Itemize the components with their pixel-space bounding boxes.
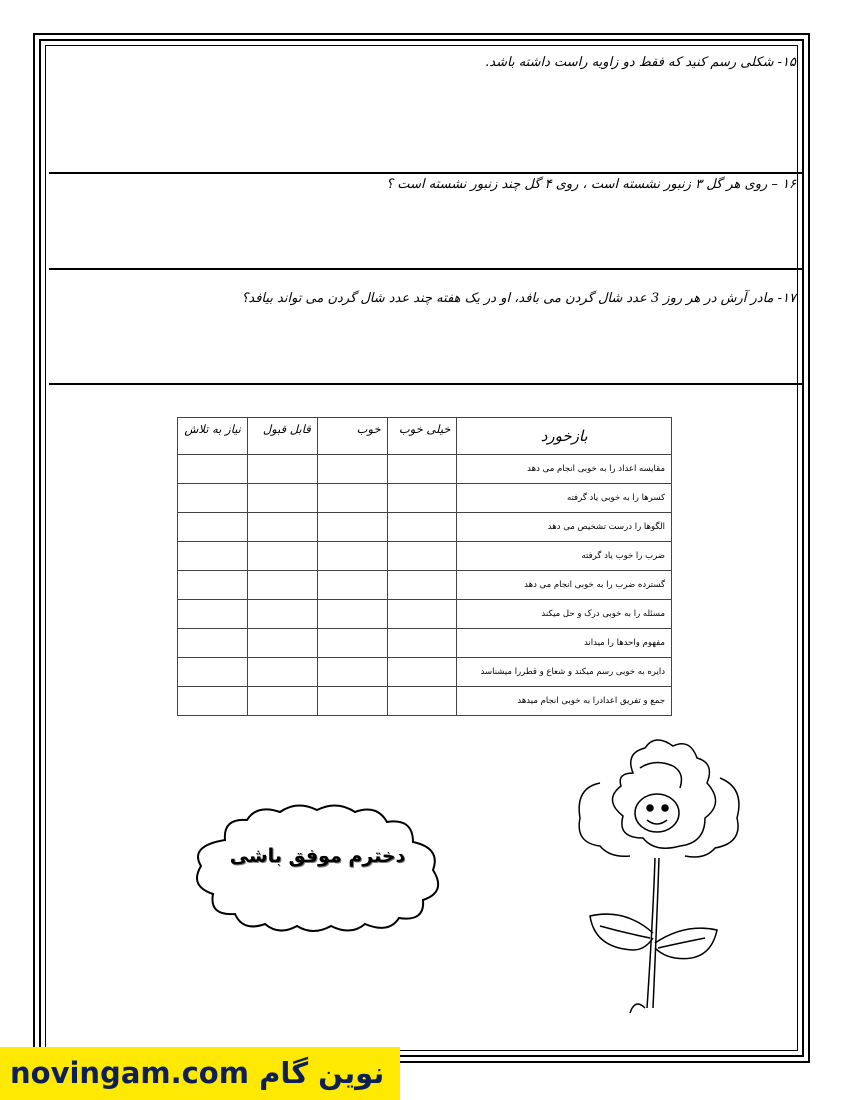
evaluation-body bbox=[178, 455, 672, 716]
grade-cell bbox=[317, 600, 387, 629]
grade-cell bbox=[247, 484, 317, 513]
evaluation-row bbox=[178, 629, 672, 658]
grade-cell bbox=[317, 513, 387, 542]
divider bbox=[49, 268, 804, 270]
grade-cell bbox=[247, 571, 317, 600]
grade-cell bbox=[317, 658, 387, 687]
grade-cell bbox=[387, 542, 457, 571]
grade-cell bbox=[247, 600, 317, 629]
evaluation-criterion: مقایسه اعداد را به خوبی انجام می دهد bbox=[457, 455, 672, 484]
grade-cell bbox=[387, 629, 457, 658]
evaluation-criterion: کسرها را به خوبی یاد گرفته bbox=[457, 484, 672, 513]
grade-cell bbox=[247, 542, 317, 571]
grade-cell bbox=[317, 455, 387, 484]
watermark-text: novingam.com نوین گام bbox=[10, 1056, 385, 1090]
divider bbox=[49, 172, 804, 174]
grade-cell bbox=[178, 513, 248, 542]
grade-cell bbox=[387, 513, 457, 542]
grade-cell bbox=[387, 600, 457, 629]
grade-cell bbox=[178, 455, 248, 484]
grade-cell bbox=[247, 513, 317, 542]
header-feedback: بازخورد bbox=[457, 418, 672, 455]
evaluation-row bbox=[178, 455, 672, 484]
evaluation-criterion: مفهوم واحدها را میداند bbox=[457, 629, 672, 658]
header-needs-effort: نیاز به تلاش bbox=[178, 418, 248, 455]
evaluation-criterion: مسئله را به خوبی درک و حل میکند bbox=[457, 600, 672, 629]
evaluation-row bbox=[178, 571, 672, 600]
grade-cell bbox=[317, 542, 387, 571]
grade-cell bbox=[178, 687, 248, 716]
evaluation-row bbox=[178, 600, 672, 629]
grade-cell bbox=[387, 571, 457, 600]
header-acceptable: قابل قبول bbox=[247, 418, 317, 455]
grade-cell bbox=[178, 658, 248, 687]
grade-cell bbox=[247, 455, 317, 484]
cloud-shape bbox=[185, 800, 450, 935]
evaluation-row bbox=[178, 542, 672, 571]
evaluation-row bbox=[178, 513, 672, 542]
grade-cell bbox=[317, 484, 387, 513]
evaluation-header-row bbox=[178, 418, 672, 455]
evaluation-criterion: جمع و تفریق اعدادرا به خوبی انجام میدهد bbox=[457, 687, 672, 716]
grade-cell bbox=[178, 542, 248, 571]
grade-cell bbox=[247, 658, 317, 687]
evaluation-row bbox=[178, 484, 672, 513]
encouragement-text: دخترم موفق باشی bbox=[229, 845, 406, 867]
grade-cell bbox=[387, 687, 457, 716]
grade-cell bbox=[178, 600, 248, 629]
grade-cell bbox=[178, 484, 248, 513]
grade-cell bbox=[247, 629, 317, 658]
header-good: خوب bbox=[317, 418, 387, 455]
evaluation-criterion: ضرب را خوب یاد گرفته bbox=[457, 542, 672, 571]
grade-cell bbox=[317, 629, 387, 658]
grade-cell bbox=[317, 571, 387, 600]
evaluation-criterion: گسترده ضرب را به خوبی انجام می دهد bbox=[457, 571, 672, 600]
grade-cell bbox=[387, 658, 457, 687]
grade-cell bbox=[178, 571, 248, 600]
question-17: ۱۷- مادر آرش در هر روز 3 عدد شال گردن می بافد، او در یک هفته چند عدد شال گردن می تواند بیافد؟ bbox=[241, 291, 796, 306]
evaluation-row bbox=[178, 658, 672, 687]
question-16: ۱۶ – روی هر گل ۳ زنبور نشسته است ، روی ۴ گل چند زنبور نشسته است ؟ bbox=[386, 177, 796, 192]
evaluation-criterion: دایره به خوبی رسم میکند و شعاع و قطررا میشناسد bbox=[457, 658, 672, 687]
grade-cell bbox=[387, 455, 457, 484]
header-very-good: خیلی خوب bbox=[387, 418, 457, 455]
grade-cell bbox=[387, 484, 457, 513]
grade-cell bbox=[317, 687, 387, 716]
grade-cell bbox=[178, 629, 248, 658]
evaluation-criterion: الگوها را درست تشخیص می دهد bbox=[457, 513, 672, 542]
evaluation-row bbox=[178, 687, 672, 716]
question-15: ۱۵- شکلی رسم کنید که فقط دو زاویه راست داشته باشد. bbox=[485, 55, 796, 70]
rose-drawing bbox=[555, 728, 760, 1023]
divider bbox=[49, 383, 804, 385]
evaluation-table bbox=[177, 417, 672, 716]
grade-cell bbox=[247, 687, 317, 716]
